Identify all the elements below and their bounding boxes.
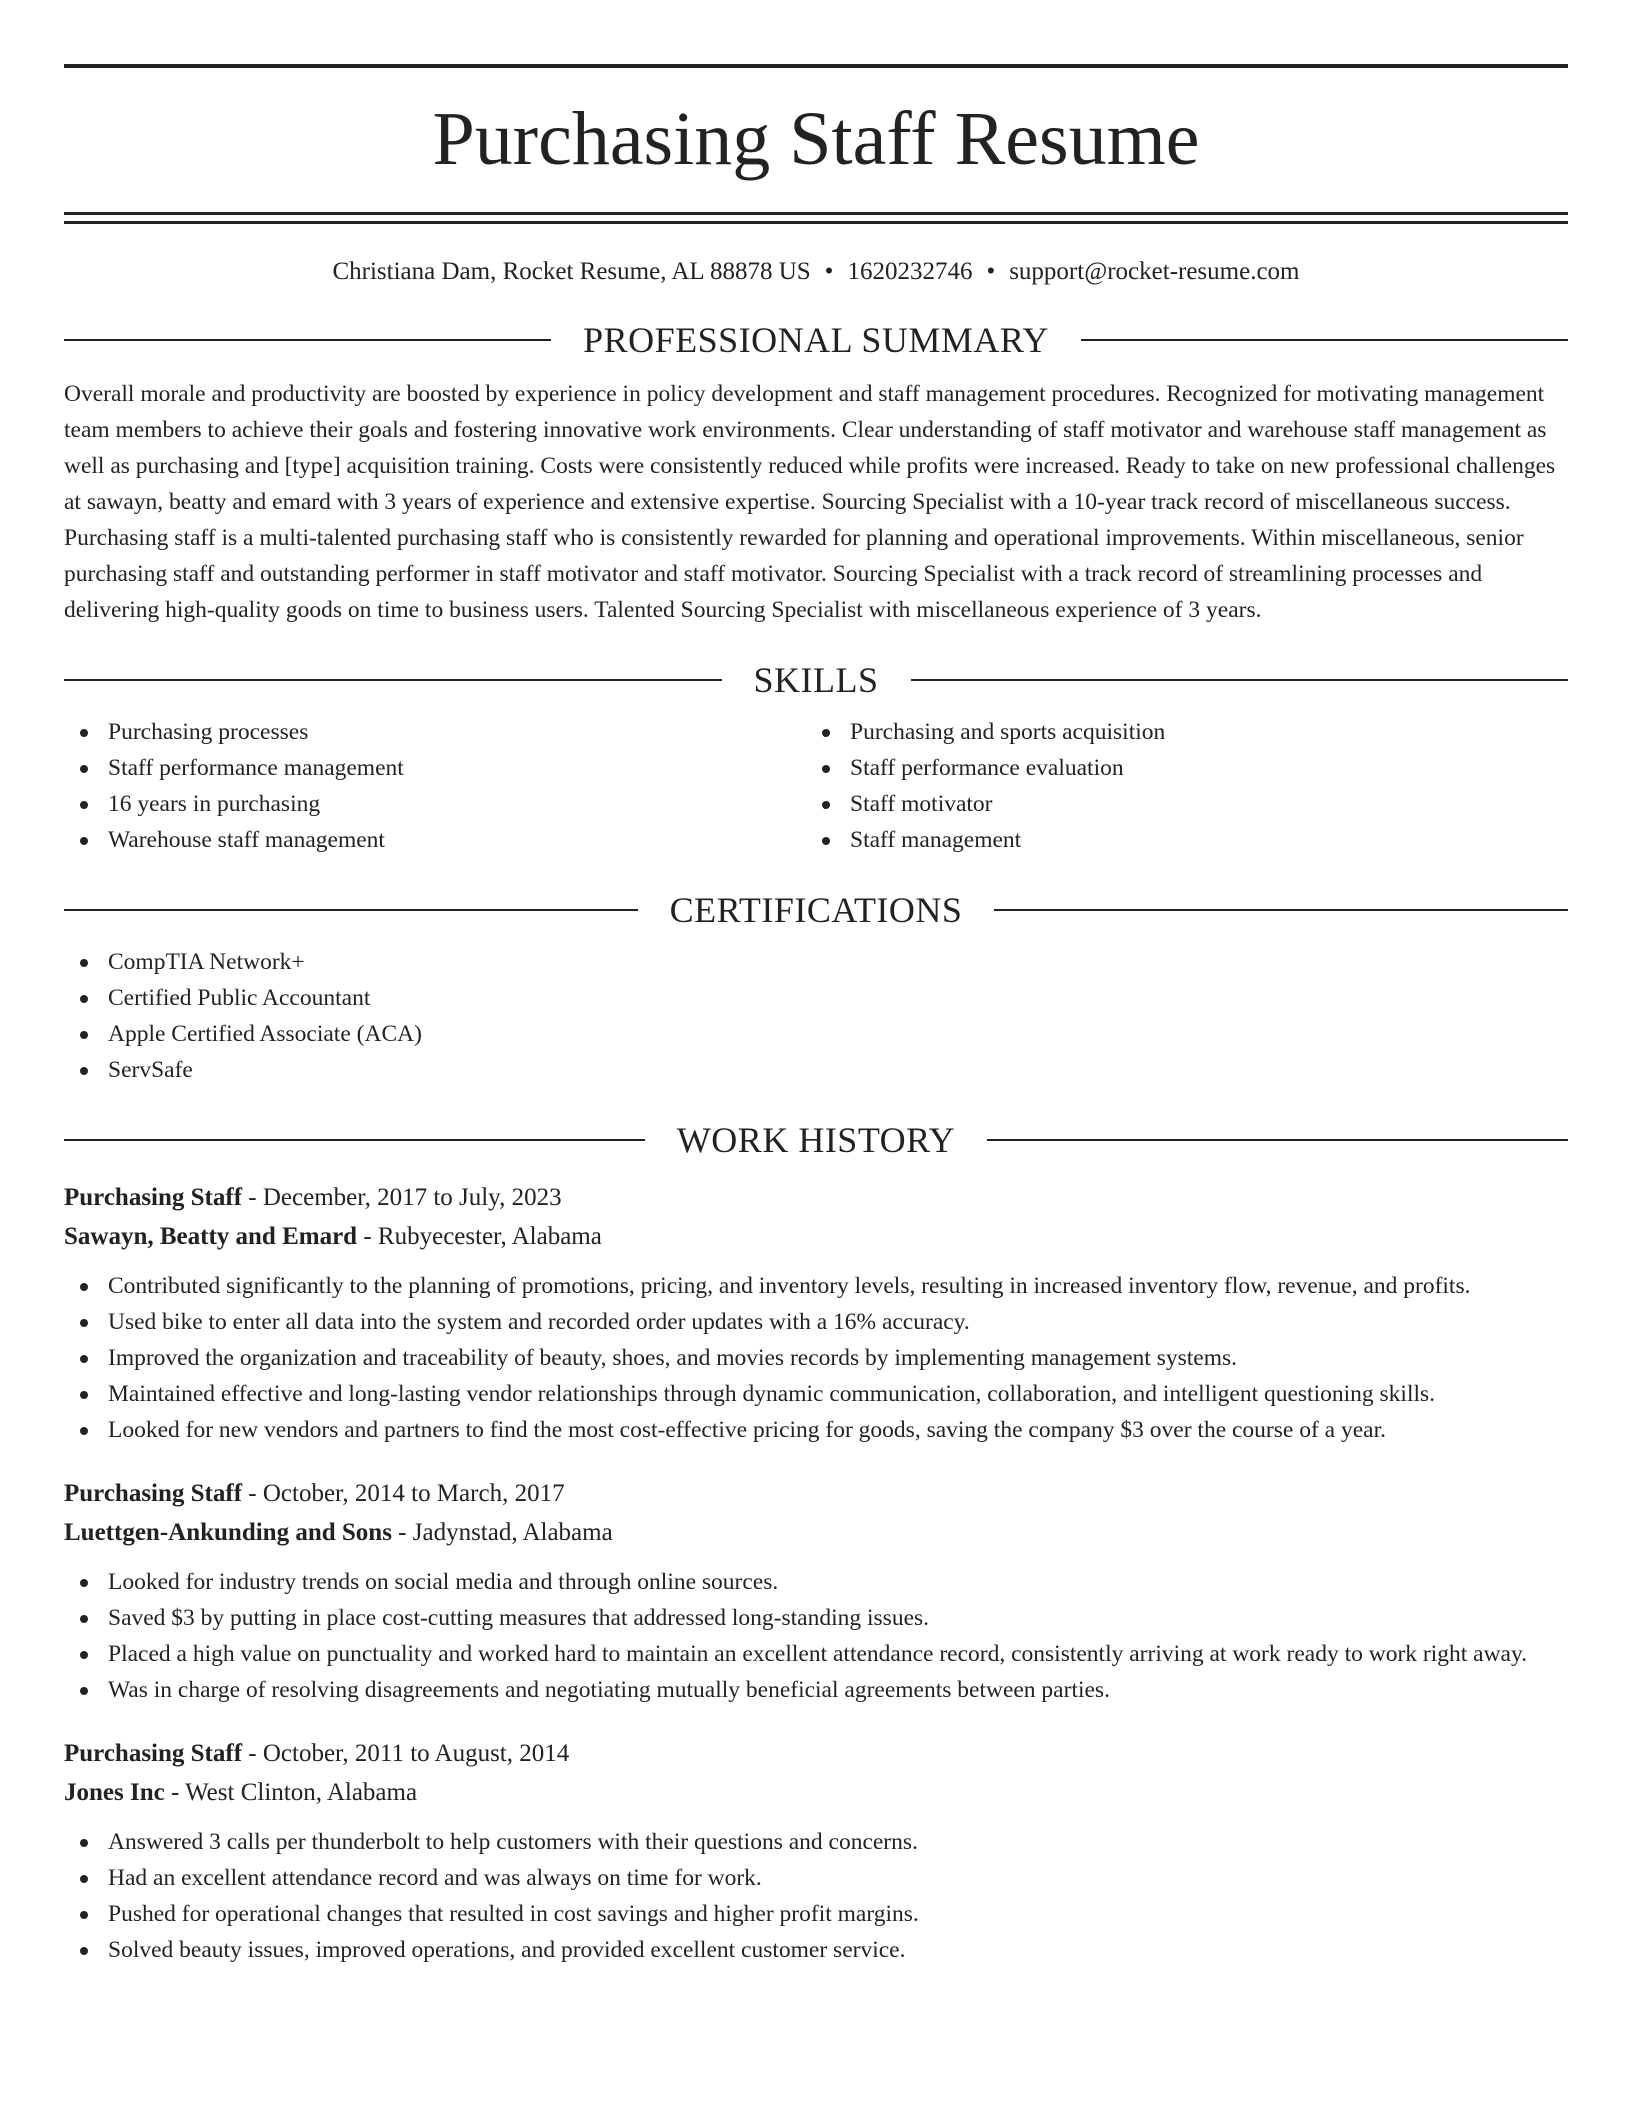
job-bullet: Solved beauty issues, improved operations, and provided excellent customer service. bbox=[64, 1932, 1568, 1968]
job-location: - Jadynstad, Alabama bbox=[391, 1519, 613, 1546]
job-bullet: Improved the organization and traceability of beauty, shoes, and movies records by implementing management systems. bbox=[64, 1340, 1568, 1376]
job-entry bbox=[64, 1474, 1568, 1708]
skill-item: Staff motivator bbox=[806, 786, 1548, 822]
job-title-line bbox=[64, 1178, 1568, 1217]
job-title-line bbox=[64, 1734, 1568, 1773]
summary-heading: PROFESSIONAL SUMMARY bbox=[583, 320, 1049, 360]
skills-grid bbox=[64, 714, 1568, 858]
job-title: Purchasing Staff bbox=[64, 1480, 243, 1507]
job-entry bbox=[64, 1734, 1568, 1968]
job-bullets bbox=[64, 1564, 1568, 1708]
job-dates: - December, 2017 to July, 2023 bbox=[242, 1184, 562, 1211]
summary-text: Overall morale and productivity are boosted by experience in policy development and staff management procedures. Recognized for motivating management team members to achieve their goals and fostering innovative work environments. Clear understanding of staff motivator and warehouse staff management as well as purchasing and [type] acquisition training. Costs were consistently reduced while profits were increased. Ready to take on new professional challenges at sawayn, beatty and emard with 3 years of experience and extensive expertise. Sourcing Specialist with a 10-year track record of miscellaneous success. Purchasing staff is a multi-talented purchasing staff who is consistently rewarded for planning and operational improvements. Within miscellaneous, senior purchasing staff and outstanding performer in staff motivator and staff motivator. Sourcing Specialist with a track record of streamlining processes and delivering high-quality goods on time to business users. Talented Sourcing Specialist with miscellaneous experience of 3 years. bbox=[64, 381, 1556, 623]
skills-list-left bbox=[64, 714, 806, 858]
section-rule-left bbox=[64, 679, 722, 681]
certification-item: ServSafe bbox=[64, 1052, 1568, 1088]
skill-item: Warehouse staff management bbox=[64, 822, 806, 858]
job-company-line bbox=[64, 1217, 1568, 1256]
work-history-section-header bbox=[64, 1118, 1568, 1162]
resume-page bbox=[64, 64, 1568, 1968]
section-rule-right bbox=[911, 679, 1569, 681]
job-bullet: Looked for new vendors and partners to find the most cost-effective pricing for goods, saving the company $3 over the course of a year. bbox=[64, 1412, 1568, 1448]
certification-item: Apple Certified Associate (ACA) bbox=[64, 1016, 1568, 1052]
section-rule-left bbox=[64, 909, 638, 911]
top-rule bbox=[64, 64, 1568, 68]
certifications-list bbox=[64, 944, 1568, 1088]
job-company-line bbox=[64, 1773, 1568, 1812]
work-history-heading: WORK HISTORY bbox=[676, 1120, 956, 1160]
job-bullet: Looked for industry trends on social media and through online sources. bbox=[64, 1564, 1568, 1600]
job-bullets bbox=[64, 1268, 1568, 1448]
skill-item: Purchasing processes bbox=[64, 714, 806, 750]
job-entry bbox=[64, 1178, 1568, 1448]
certification-item: CompTIA Network+ bbox=[64, 944, 1568, 980]
contact-address: Christiana Dam, Rocket Resume, AL 88878 US bbox=[332, 258, 811, 285]
skills-heading: SKILLS bbox=[753, 660, 879, 700]
job-bullet: Had an excellent attendance record and was always on time for work. bbox=[64, 1860, 1568, 1896]
skill-item: Staff performance evaluation bbox=[806, 750, 1548, 786]
title-double-rule bbox=[64, 212, 1568, 224]
job-dates: - October, 2011 to August, 2014 bbox=[242, 1740, 570, 1767]
job-bullet: Used bike to enter all data into the system and recorded order updates with a 16% accuracy. bbox=[64, 1304, 1568, 1340]
job-bullet: Placed a high value on punctuality and worked hard to maintain an excellent attendance record, consistently arriving at work ready to work right away. bbox=[64, 1636, 1568, 1672]
contact-phone: 1620232746 bbox=[847, 258, 973, 285]
job-bullet: Pushed for operational changes that resulted in cost savings and higher profit margins. bbox=[64, 1896, 1568, 1932]
skills-list-right bbox=[806, 714, 1548, 858]
contact-email: support@rocket-resume.com bbox=[1009, 258, 1300, 285]
job-location: - West Clinton, Alabama bbox=[164, 1779, 418, 1806]
job-title-line bbox=[64, 1474, 1568, 1513]
job-company-line bbox=[64, 1513, 1568, 1552]
job-company: Jones Inc bbox=[64, 1779, 165, 1806]
job-bullets bbox=[64, 1824, 1568, 1968]
certifications-section-header bbox=[64, 888, 1568, 932]
section-rule-left bbox=[64, 339, 551, 341]
skill-item: 16 years in purchasing bbox=[64, 786, 806, 822]
contact-separator: • bbox=[824, 258, 834, 285]
contact-separator: • bbox=[986, 258, 996, 285]
section-rule-right bbox=[1081, 339, 1568, 341]
section-rule-right bbox=[994, 909, 1568, 911]
job-dates: - October, 2014 to March, 2017 bbox=[242, 1480, 565, 1507]
job-bullet: Maintained effective and long-lasting vendor relationships through dynamic communication, collaboration, and intelligent questioning skills. bbox=[64, 1376, 1568, 1412]
job-location: - Rubyecester, Alabama bbox=[357, 1223, 602, 1250]
job-bullet: Answered 3 calls per thunderbolt to help customers with their questions and concerns. bbox=[64, 1824, 1568, 1860]
certification-item: Certified Public Accountant bbox=[64, 980, 1568, 1016]
skill-item: Purchasing and sports acquisition bbox=[806, 714, 1548, 750]
job-bullet: Saved $3 by putting in place cost-cutting measures that addressed long-standing issues. bbox=[64, 1600, 1568, 1636]
certifications-heading: CERTIFICATIONS bbox=[669, 890, 963, 930]
job-title: Purchasing Staff bbox=[64, 1740, 243, 1767]
job-title: Purchasing Staff bbox=[64, 1184, 243, 1211]
job-bullet: Was in charge of resolving disagreements and negotiating mutually beneficial agreements between parties. bbox=[64, 1672, 1568, 1708]
section-rule-left bbox=[64, 1139, 645, 1141]
resume-title: Purchasing Staff Resume bbox=[432, 97, 1200, 181]
job-company: Luettgen-Ankunding and Sons bbox=[64, 1519, 392, 1546]
section-rule-right bbox=[987, 1139, 1568, 1141]
job-company: Sawayn, Beatty and Emard bbox=[64, 1223, 358, 1250]
summary-section-header bbox=[64, 318, 1568, 362]
skill-item: Staff management bbox=[806, 822, 1548, 858]
job-bullet: Contributed significantly to the planning of promotions, pricing, and inventory levels, resulting in increased inventory flow, revenue, and profits. bbox=[64, 1268, 1568, 1304]
contact-line bbox=[64, 256, 1568, 288]
skill-item: Staff performance management bbox=[64, 750, 806, 786]
skills-section-header bbox=[64, 658, 1568, 702]
